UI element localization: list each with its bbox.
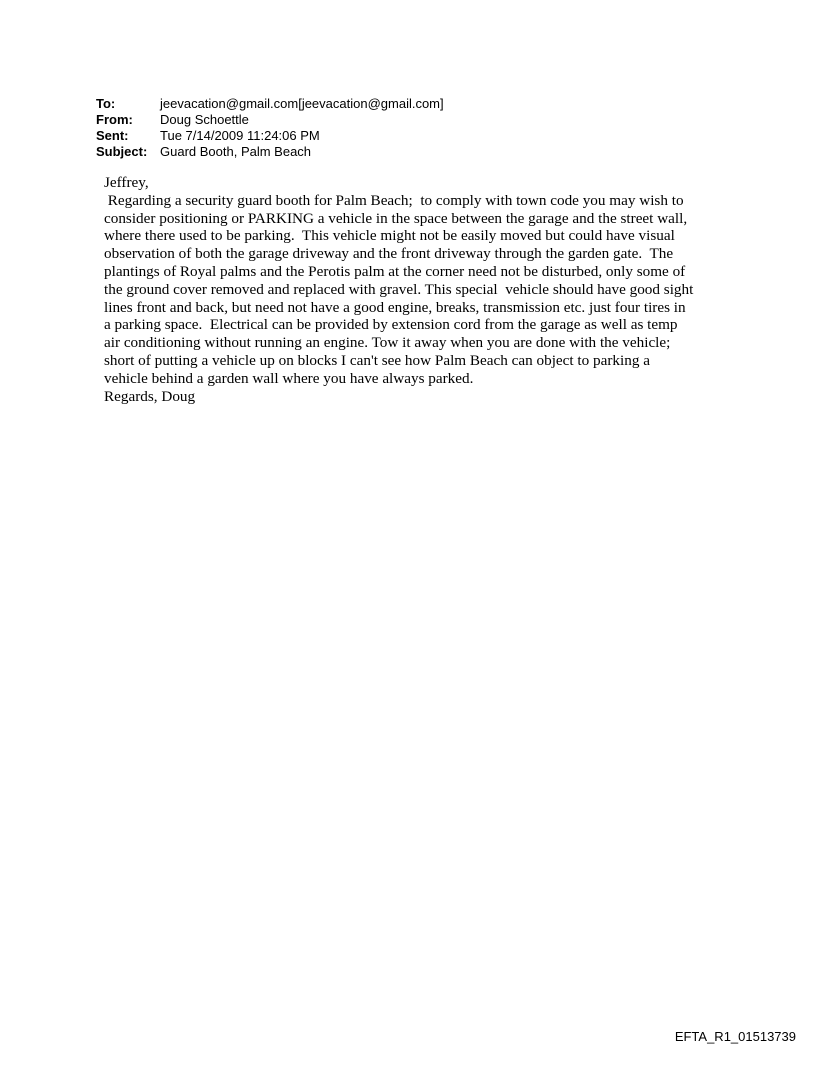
sent-value: Tue 7/14/2009 11:24:06 PM xyxy=(160,128,320,143)
body-line: observation of both the garage driveway and the front driveway through the garden gate. The xyxy=(104,245,674,263)
body-line: short of putting a vehicle up on blocks I can't see how Palm Beach can object to parking a xyxy=(104,351,650,369)
body-line: vehicle behind a garden wall where you have always parked. xyxy=(104,369,474,387)
subject-label: Subject: xyxy=(96,144,148,159)
subject-row xyxy=(96,144,444,160)
body-line: lines front and back, but need not have a good engine, breaks, transmission etc. just four tires in xyxy=(104,298,686,316)
document-id: EFTA_R1_01513739 xyxy=(674,1029,796,1044)
signoff: Regards, Doug xyxy=(104,387,196,405)
sent-row xyxy=(96,128,444,144)
body-line: where there used to be parking. This vehicle might not be easily moved but could have visual xyxy=(104,227,675,245)
sent-label: Sent: xyxy=(96,128,129,143)
from-value: Doug Schoettle xyxy=(160,112,249,127)
body-line: a parking space. Electrical can be provided by extension cord from the garage as well as temp xyxy=(104,316,678,334)
body-line: consider positioning or PARKING a vehicle in the space between the garage and the street wall, xyxy=(104,209,688,227)
from-row xyxy=(96,112,444,128)
body-line: the ground cover removed and replaced with gravel. This special vehicle should have good sight xyxy=(104,280,694,298)
from-label: From: xyxy=(96,112,133,127)
email-header xyxy=(96,96,444,160)
body-line: plantings of Royal palms and the Perotis palm at the corner need not be disturbed, only some of xyxy=(104,262,686,280)
to-row xyxy=(96,96,444,112)
subject-value: Guard Booth, Palm Beach xyxy=(160,144,312,159)
email-body xyxy=(104,174,744,405)
to-value: jeevacation@gmail.com[jeevacation@gmail.com] xyxy=(160,96,444,111)
body-line: Regarding a security guard booth for Palm Beach; to comply with town code you may wish to xyxy=(104,191,684,209)
salutation: Jeffrey, xyxy=(104,174,149,191)
body-line: air conditioning without running an engine. Tow it away when you are done with the vehicle; xyxy=(104,334,671,352)
to-label: To: xyxy=(96,96,116,111)
